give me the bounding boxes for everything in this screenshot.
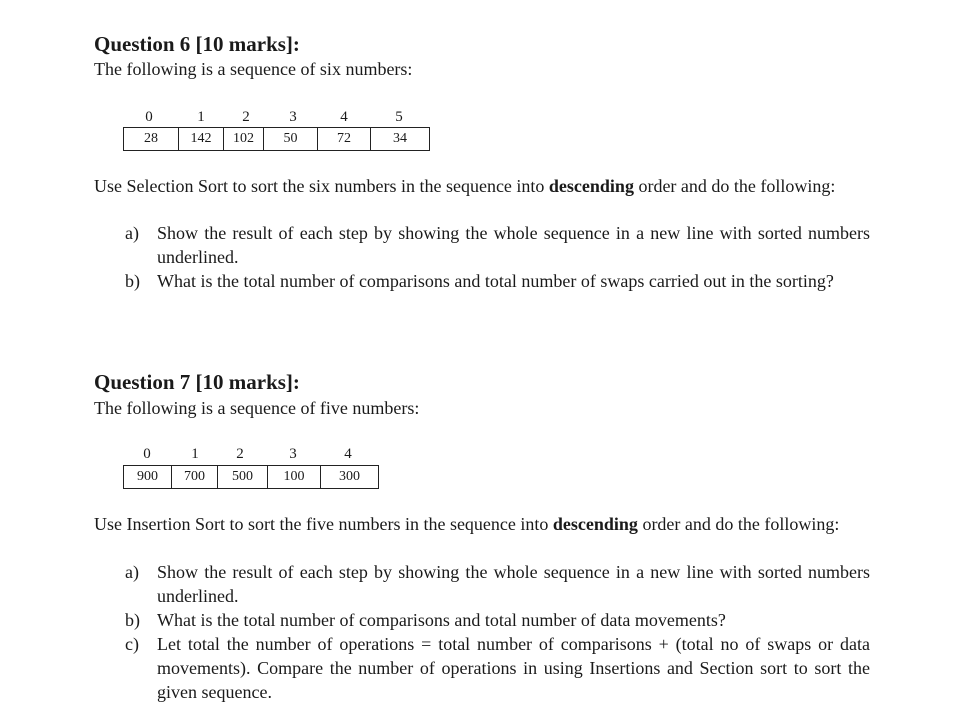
q7-item-a — [125, 560, 870, 608]
q7-index: 2 — [236, 446, 244, 462]
q6-item-label: b) — [125, 271, 140, 291]
q6-instr-bold: descending — [548, 176, 634, 196]
q6-item-b — [125, 269, 870, 293]
q7-array-cell: 100 — [268, 466, 321, 488]
q7-item-text: Let total the number of operations = total number of comparisons + (total no of swaps or data movements). Compare the number of operations in using Insertions and Section sort to sort the given sequence. — [157, 634, 870, 702]
q6-item-text: What is the total number of comparisons and total number of swaps carried out in the sorting? — [157, 271, 834, 291]
q7-item-label: a) — [125, 562, 139, 582]
q6-item-label: a) — [125, 223, 139, 243]
q6-index: 4 — [340, 109, 348, 125]
q6-instr-pre: Use Selection Sort to sort the six numbers in the sequence into — [94, 176, 549, 196]
q6-index: 1 — [197, 109, 205, 125]
q7-array-table — [123, 465, 379, 489]
q7-instr-bold: descending — [552, 514, 638, 534]
q6-instr-post: order and do the following: — [633, 176, 836, 196]
q7-index: 3 — [289, 446, 297, 462]
q7-instr-post: order and do the following: — [637, 514, 840, 534]
q6-instructions — [94, 174, 869, 198]
q7-item-label: b) — [125, 610, 140, 630]
q7-title: Question 7 [10 marks]: — [94, 370, 300, 394]
q7-index: 4 — [344, 446, 352, 462]
q7-item-b — [125, 608, 870, 632]
q6-array-cell: 72 — [318, 128, 371, 150]
q7-index: 0 — [143, 446, 151, 462]
q6-array-cell: 102 — [224, 128, 264, 150]
q6-array-cell: 28 — [124, 128, 179, 150]
q6-array-cell: 34 — [393, 131, 407, 146]
q6-index: 3 — [289, 109, 297, 125]
q7-array-cell: 900 — [124, 466, 172, 488]
q6-array-cell: 50 — [264, 128, 318, 150]
q7-index: 1 — [191, 446, 199, 462]
q7-item-text: Show the result of each step by showing the whole sequence in a new line with sorted numbers underlined. — [157, 562, 870, 606]
q7-array-cell: 500 — [218, 466, 268, 488]
q7-item-c — [125, 632, 870, 704]
q7-instructions — [94, 512, 869, 536]
q6-array-table — [123, 127, 430, 151]
q6-index: 5 — [395, 109, 403, 125]
q7-item-label: c) — [125, 634, 139, 654]
q6-index: 2 — [242, 109, 250, 125]
q7-instr-pre: Use Insertion Sort to sort the five numbers in the sequence into — [94, 514, 553, 534]
q7-item-text: What is the total number of comparisons and total number of data movements? — [157, 610, 726, 630]
q6-intro: The following is a sequence of six numbers: — [94, 59, 413, 79]
q6-item-text: Show the result of each step by showing the whole sequence in a new line with sorted numbers underlined. — [157, 223, 870, 267]
q7-array-cell: 300 — [339, 469, 360, 484]
q7-intro: The following is a sequence of five numbers: — [94, 398, 420, 418]
q6-index: 0 — [145, 109, 153, 125]
q7-array-cell: 700 — [172, 466, 218, 488]
q6-item-a — [125, 221, 870, 269]
q6-title: Question 6 [10 marks]: — [94, 32, 300, 56]
q6-array-cell: 142 — [179, 128, 224, 150]
